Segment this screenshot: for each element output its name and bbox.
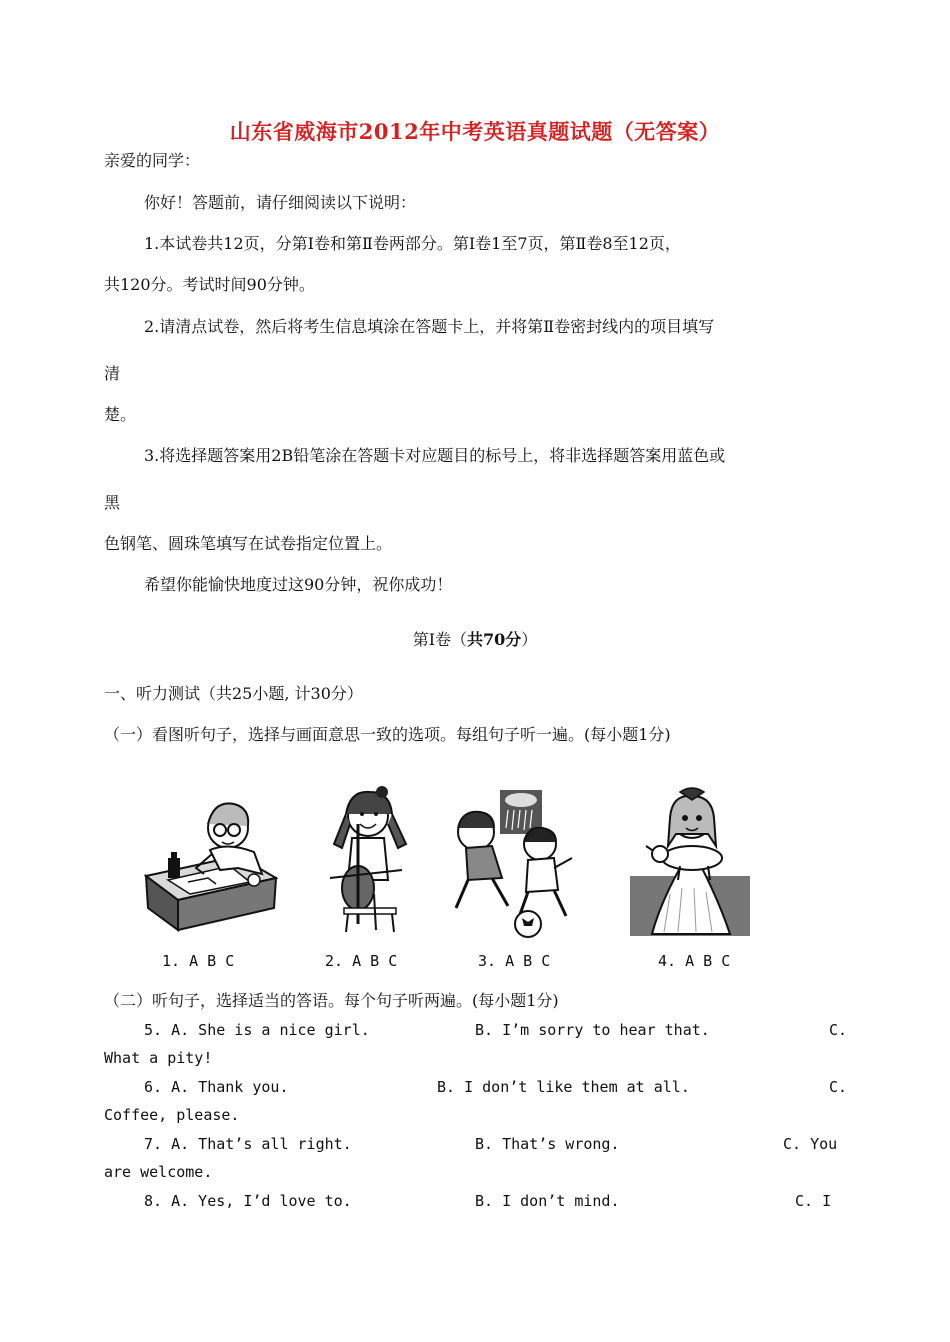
question-8-option-b: B. I don’t mind. bbox=[475, 1192, 620, 1210]
instruction-3-line-1: 3.将选择题答案用2B铅笔涂在答题卡对应题目的标号上，将非选择题答案用蓝色或 bbox=[144, 446, 726, 465]
part-1-heading-prefix: 第Ⅰ卷（ bbox=[412, 630, 468, 649]
instruction-3-line-2: 黑 bbox=[104, 493, 121, 512]
instruction-2-line-2: 清 bbox=[104, 364, 121, 383]
boys-playing-football-in-rain-icon bbox=[448, 788, 578, 938]
girl-holding-lamb-icon bbox=[630, 784, 750, 936]
listening-sub-1: （一）看图听句子，选择与画面意思一致的选项。每组句子听一遍。(每小题1分) bbox=[104, 725, 671, 744]
question-7-option-c-text: are welcome. bbox=[104, 1163, 213, 1181]
question-5-option-b: B. I’m sorry to hear that. bbox=[475, 1021, 710, 1039]
question-6-option-a: 6. A. Thank you. bbox=[144, 1078, 289, 1096]
boy-drawing-at-desk-icon bbox=[138, 796, 278, 932]
greeting: 亲爱的同学： bbox=[104, 151, 201, 170]
part-1-heading-suffix: ） bbox=[521, 630, 538, 649]
part-1-heading bbox=[0, 630, 950, 650]
question-7-option-c: C. You bbox=[783, 1135, 838, 1153]
question-6-option-c: C. bbox=[829, 1078, 848, 1096]
picture-2-options: 2. A B C bbox=[325, 952, 398, 970]
question-6-option-b: B. I don’t like them at all. bbox=[437, 1078, 690, 1096]
instruction-1-line-2: 共120分。考试时间90分钟。 bbox=[104, 275, 315, 294]
question-5-option-c: C. bbox=[829, 1021, 848, 1039]
wish-line: 希望你能愉快地度过这90分钟，祝你成功！ bbox=[144, 575, 453, 594]
listening-section-title: 一、听力测试（共25小题, 计30分） bbox=[104, 684, 363, 703]
question-5-option-c-text: What a pity! bbox=[104, 1049, 213, 1067]
intro-hello: 你好！答题前，请仔细阅读以下说明： bbox=[144, 193, 417, 212]
question-8-option-a: 8. A. Yes, I’d love to. bbox=[144, 1192, 352, 1210]
picture-4-options: 4. A B C bbox=[658, 952, 731, 970]
instruction-2-line-3: 楚。 bbox=[104, 405, 137, 424]
listening-sub-2: （二）听句子，选择适当的答语。每个句子听两遍。(每小题1分) bbox=[104, 991, 559, 1010]
question-7-option-b: B. That’s wrong. bbox=[475, 1135, 620, 1153]
instruction-3-line-3: 色钢笔、圆珠笔填写在试卷指定位置上。 bbox=[104, 534, 393, 553]
question-6-option-c-text: Coffee, please. bbox=[104, 1106, 240, 1124]
girl-playing-cello-icon bbox=[322, 784, 418, 934]
question-5-option-a: 5. A. She is a nice girl. bbox=[144, 1021, 370, 1039]
question-7-option-a: 7. A. That’s all right. bbox=[144, 1135, 352, 1153]
instruction-1-line-1: 1.本试卷共12页，分第Ⅰ卷和第Ⅱ卷两部分。第Ⅰ卷1至7页，第Ⅱ卷8至12页， bbox=[144, 234, 681, 253]
picture-3-options: 3. A B C bbox=[478, 952, 551, 970]
document-title: 山东省威海市2012年中考英语真题试题（无答案） bbox=[229, 119, 721, 144]
instruction-2-line-1: 2.请清点试卷，然后将考生信息填涂在答题卡上，并将第Ⅱ卷密封线内的项目填写 bbox=[144, 317, 715, 336]
picture-1-options: 1. A B C bbox=[162, 952, 235, 970]
question-8-option-c: C. I bbox=[795, 1192, 832, 1210]
part-1-heading-score: 共70分 bbox=[467, 630, 522, 649]
